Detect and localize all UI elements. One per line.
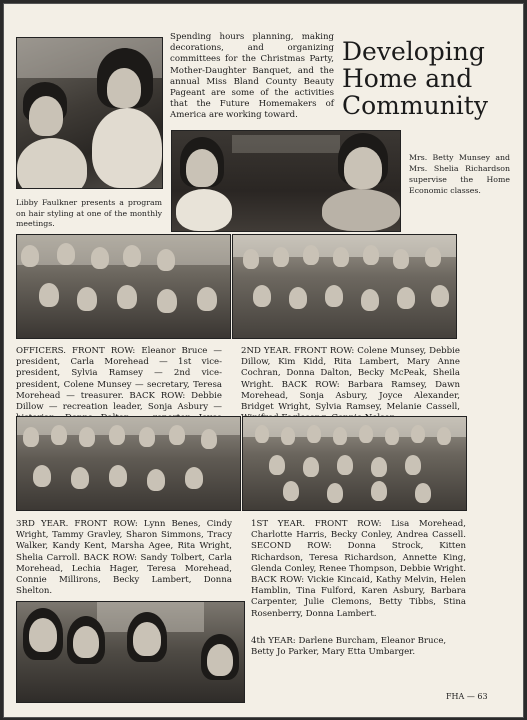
title-line-1: Developing: [342, 37, 485, 66]
intro-paragraph: Spending hours planning, making decorations, and organizing committees for the Christmas Party, Mother-Daughter Banquet, and the annual Miss Bland County Beauty Pageant are some of the activities that the Future Homemakers of America are working toward.: [170, 32, 334, 121]
photo-3rd-year: [16, 416, 241, 511]
caption-advisors: Mrs. Betty Munsey and Mrs. Shelia Richardson supervise the Home Economic classes.: [409, 153, 510, 195]
photo-hair-styling: [16, 37, 163, 189]
caption-hair-styling: Libby Faulkner presents a program on hair styling at one of the monthly meetings.: [16, 198, 162, 229]
caption-3rd-year: 3RD YEAR. FRONT ROW: Lynn Benes, Cindy Wright, Tammy Gravley, Sharon Simmons, Tracy Walker, Kandy Kent, Marsha Agee, Rita Wright, Shelia Carroll. BACK ROW: Sandy Tolbert, Carla Morehead, Lechia Hager, Teresa Morehead, Connie Millirons, Becky Lambert, Donna Shelton.: [16, 519, 232, 597]
photo-1st-year: [242, 416, 467, 511]
title-line-3: Community: [342, 91, 488, 120]
photo-advisors: [171, 130, 401, 232]
caption-officers: OFFICERS. FRONT ROW: Eleanor Bruce — president, Carla Morehead — 1st vice-president, Sylvia Ramsey — 2nd vice-president, Colene Munsey — secretary, Teresa Morehead — treasurer. BACK ROW: Debbie Dillow — recreation leader, Sonja Asbury —: [16, 346, 222, 413]
page-folio: FHA — 63: [446, 692, 488, 701]
caption-4th-year: 4th YEAR: Darlene Burcham, Eleanor Bruce, Betty Jo Parker, Mary Etta Umbarger.: [251, 636, 447, 658]
title-line-2: Home and: [342, 64, 473, 93]
yearbook-page: [3, 3, 524, 718]
caption-2nd-year: 2ND YEAR. FRONT ROW: Colene Munsey, Debbie Dillow, Kim Kidd, Rita Lambert, Mary Anne Cochran, Donna Dalton, Becky McPeak, Sheila Wright. BACK ROW: Barbara Ramsey, Dawn Morehead, Sonja Asbury, Joyce Alexander, Bridget Wright, Sylvia Ramsey, Melanie Cassell,: [241, 346, 460, 413]
photo-officers: [16, 234, 231, 339]
caption-1st-year: 1ST YEAR. FRONT ROW: Lisa Morehead, Charlotte Harris, Becky Conley, Andrea Cassell. SECOND ROW: Donna Strock, Kitten Richardson, Teresa Richardson, Annette King, Glenda Conley, Renee Thompson, Debbie Wright. BACK ROW: Vickie Kincaid, Kathy Melvin, Helen Hamblin, Tina Fulford, Karen Asbury, Barbara Carpenter, Julie Clemons, Betty Tibbs, Stina Rosenberry, Donna Lambert.: [251, 519, 466, 619]
photo-4th-year: [16, 601, 245, 703]
photo-2nd-year: [232, 234, 457, 339]
page-title: [342, 38, 517, 119]
